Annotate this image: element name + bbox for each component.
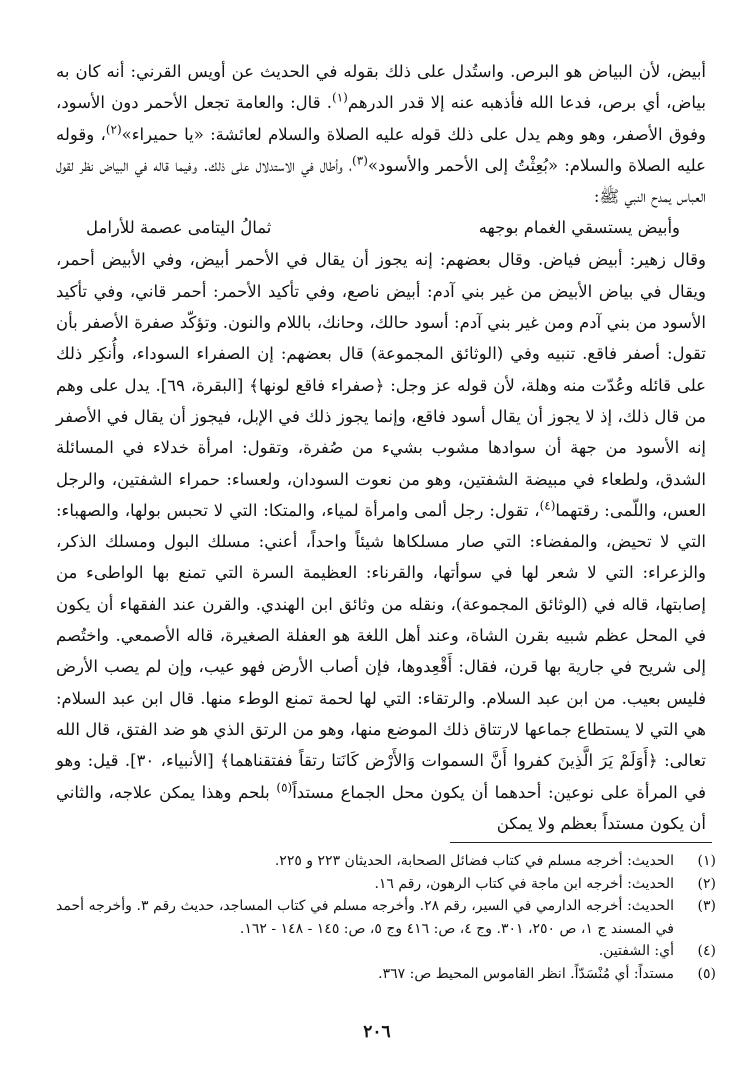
footnote-text: الحديث: أخرجه مسلم في كتاب فضائل الصحابة، الحديثان ٢٢٣ و ٢٢٥. [274,853,674,869]
footnote-item [56,873,716,896]
main-text [56,56,706,839]
paragraph-1: أبيض، لأن البياض هو البرص. واستُدل على ذلك بقوله في الحديث عن أويس القرني: أنه كان به بياض، أي برص، فدعا الله فأذهبه عنه إلا قدر الدرهم$^{(١)}$. قال: والعامة تجعل الأحمر دون الأسود، وفوق الأصفر، وهو وهم يدل على ذلك قوله عليه الصلاة والسلام لعائشة: «يا حميراء»$^{(٢)}$، وقوله عليه الصلاة والسلام: «بُعِثْتُ إلى الأحمر والأسود»$^{(٣)}$، وأطال في الاستدلال على ذلك. وفيما قاله في البياض نظر لقول العباس يمدح النبي ﷺ: [56,62,707,207]
footnote-text: أي: الشفتين. [598,943,674,959]
footnote-text: الحديث: أخرجه الدارمي في السير، رقم ٢٨. وأخرجه مسلم في كتاب المساجد، حديث رقم ٣. وأخرجه أحمد في المسند ج ١، ص ٢٥٠، ٣٠١. وج ٤، ص: ٤١٦ وج ٥، ص: ١٤٥ - ١٤٨ - ١٦٢. [56,898,674,937]
footnote-number: (١) [697,853,716,869]
footnote-item [56,940,716,963]
footnote-number: (٣) [697,898,716,914]
footnote-item [56,963,716,986]
footnote-text: مستداً: أي مُنْسَدّاً. انظر القاموس المحيط ص: ٣٦٧. [378,965,674,982]
footnotes [56,850,716,985]
footnote-item [56,850,716,873]
footnote-ref-4[interactable]: (٤) [539,498,556,513]
footnote-ref-5[interactable]: (٥) [276,780,293,795]
footnote-ref-1[interactable]: (١) [332,90,348,105]
verse-second-hemistich: ثمالُ اليتامى عصمة للأرامل [86,218,272,238]
footnote-ref-2[interactable]: (٢) [105,122,122,137]
page-number: ٢٠٦ [363,1022,391,1042]
footnote-text: الحديث: أخرجه ابن ماجة في كتاب الرهون، رقم ١٦. [374,875,674,892]
footnote-number: (٤) [697,943,716,959]
verse-first-hemistich: وأبيض يستسقي الغمام بوجهه [478,218,680,238]
footnote-divider [450,842,712,843]
footnote-number: (٢) [697,875,716,892]
footnote-number: (٥) [697,965,716,982]
footnote-item [56,895,716,940]
poem-verse [56,212,706,244]
footnote-ref-3[interactable]: (٣) [352,153,368,168]
paragraph-2: وقال زهير: أبيض فياض. وقال بعضهم: إنه يجوز أن يقال في الأحمر أبيض، وفي الأبيض أحمر، ويقال في بياض الأبيض من غير بني آدم: أبيض ناصع، وفي تأكيد الأحمر: أحمر قاني، وفي تأكيد الأسود من بني آدم ومن غير بني آدم: أسود حالك، وحانك، باللام والنون. وتؤكّد صفرة الأصفر بأن تقول: أصفر فاقع. تنبيه وفي (الوثائق المجموعة) قال بعضهم: إن الصفراء السوداء، وأُنكِر ذلك على قائله وعُدّت منه وهلة، لأن قوله عز وجل: ﴿صفراء فاقع لونها﴾ [البقرة، ٦٩]. يدل على وهم من قال ذلك، إذ لا يجوز أن يقال أسود فاقع، وإنما يجوز ذلك في الإبل، فيجوز أن يقال في الأصفر إنه الأسود من جهة أن سوادها مشوب بشيء من صُفرة، وتقول: امرأة خدلاء في المسائلة الشدق، ولطعاء في مبيضة الشفتين، وهو من نعوت السودان، ولعساء: حمراء الشفتين، والرجل العس، واللّمى: رقتهما$^{(٤)}$، تقول: رجل ألمى وامرأة لمياء، والمتكا: التي لا تحبس بولها، والصهباء: التي لا تحيض، والمفضاء: التي صار مسلكاها شيئاً واحداً، أعني: مسلك البول ومسلك الذكر، والزعراء: التي لا شعر لها في سوأتها، والقرناء: العظيمة السرة التي تمنع بها الواطىء من إصابتها، قاله في (الوثائق المجموعة)، ونقله من وثائق ابن الهندي. والقرن عند الفقهاء أن يكون في المحل عظم شبيه بقرن الشاة، وعند أهل اللغة هو العفلة الصغيرة، قاله الأصمعي. واختُصم إلى شريح في جارية بها قرن، فقال: أَقْعِدوها، فإن أصاب الأرض فهو عيب، وإن لم يصب الأرض فليس بعيب. من ابن عبد السلام. والرتقاء: التي لها لحمة تمنع الوطء منها. قال ابن عبد السلام: هي التي لا يستطاع جماعها لارتتاق ذلك الموضع منها، وهو من الرتق الذي هو ضد الفتق، قال الله تعالى: ﴿أَوَلَمْ يَرَ الَّذِينَ كفروا أَنَّ السموات وَالأَرْض كَانَتا رتقاً ففتقناهما﴾ [الأنبياء، ٣٠]. قيل: وهو في المرأة على نوعين: أحدهما أن يكون محل الجماع مستداً$^{(٥)}$ بلحم وهذا يمكن علاجه، والثاني أن يكون مستداً بعظم ولا يمكن [56,250,706,833]
